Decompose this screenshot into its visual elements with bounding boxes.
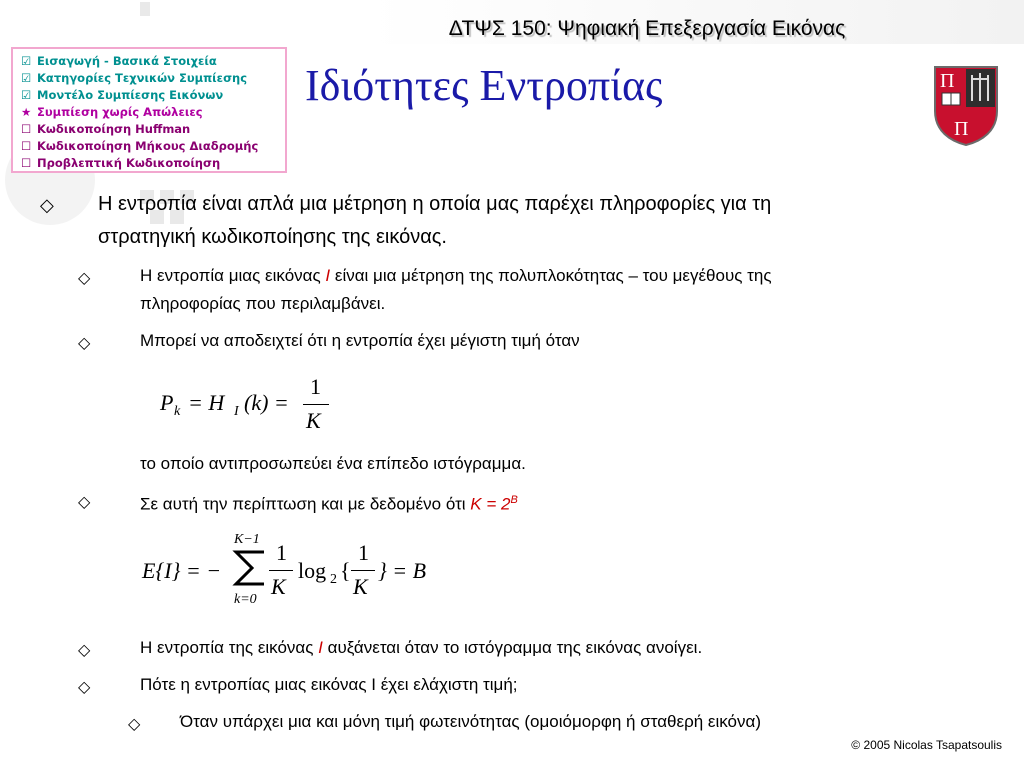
summation-icon [232, 548, 268, 588]
formula-denominator: K [353, 574, 368, 599]
formula-numerator: 1 [358, 540, 369, 565]
slide-title: Ιδιότητες Εντροπίας [305, 61, 663, 110]
bullet-text-line [140, 262, 772, 290]
lecture-outline [11, 47, 287, 173]
outline-item [21, 121, 285, 138]
checked-box-icon: ☑ [21, 71, 32, 85]
variable-I: I [325, 266, 331, 285]
text-run: Η εντροπία της εικόνας [140, 638, 319, 657]
formula-symbol: = H [188, 390, 225, 415]
bullet-text-line [140, 486, 518, 519]
formula-denominator: K [271, 574, 286, 599]
text-run: Η εντροπία μιας εικόνας [140, 266, 326, 285]
formula-max-entropy [160, 372, 340, 438]
formula-brace: { [340, 558, 351, 583]
bullet-text-line: Πότε η εντροπίας μιας εικόνας I έχει ελάχιστη τιμή; [140, 675, 518, 694]
outline-item [21, 70, 285, 87]
empty-box-icon: ☐ [21, 156, 32, 170]
formula-subscript: k [174, 404, 181, 419]
bullet-text-line: πληροφορίας που περιλαμβάνει. [140, 294, 386, 313]
formula-log: log [298, 558, 327, 583]
bullet-icon: ◇ [78, 642, 91, 659]
formula-entropy-sum [142, 532, 442, 612]
footer-copyright: © 2005 Nicolas Tsapatsoulis [851, 738, 1002, 752]
formula-numerator: 1 [276, 540, 287, 565]
empty-box-icon: ☐ [21, 139, 32, 153]
checked-box-icon: ☑ [21, 54, 32, 68]
sum-lower-limit: k=0 [234, 592, 257, 607]
bullet-icon: ◇ [128, 716, 141, 733]
formula-symbol: } = B [378, 558, 427, 583]
bullet-icon: ◇ [78, 270, 91, 287]
logo-letter-bottom: Π [954, 118, 969, 140]
bullet-icon: ◇ [40, 195, 54, 215]
text-run: Σε αυτή την περίπτωση και με δεδομένο ότι [140, 494, 471, 514]
formula-symbol: (k) = [244, 390, 289, 415]
bullet-text-line: Μπορεί να αποδειχτεί ότι η εντροπία έχει μέγιστη τιμή όταν [140, 331, 580, 350]
bullet-text-line: στρατηγική κωδικοποίησης της εικόνας. [98, 226, 447, 248]
variable-K: K = 2 [470, 494, 511, 514]
outline-item [21, 138, 285, 155]
header-bar [150, 0, 1024, 44]
outline-item [21, 53, 285, 70]
outline-item-label: Συμπίεση χωρίς Απώλειες [37, 105, 203, 119]
outline-item-label: Κωδικοποίηση Huffman [37, 122, 191, 136]
outline-item-label: Κωδικοποίηση Μήκους Διαδρομής [37, 139, 259, 153]
outline-item-current [21, 104, 285, 121]
formula-numerator: 1 [310, 374, 321, 399]
bullet-icon: ◇ [78, 335, 91, 352]
fraction-bar [351, 570, 375, 571]
text-run: αυξάνεται όταν το ιστόγραμμα της εικόνας ανοίγει. [322, 638, 703, 657]
outline-item-label: Κατηγορίες Τεχνικών Συμπίεσης [37, 71, 248, 85]
fraction-bar [303, 404, 329, 405]
course-title: ΔΤΨΣ 150: Ψηφιακή Επεξεργασία Εικόνας [448, 17, 846, 40]
university-logo [932, 65, 1000, 147]
outline-item-label: Εισαγωγή - Βασικά Στοιχεία [37, 54, 217, 68]
formula-subscript: 2 [330, 572, 337, 587]
bullet-text-line: Όταν υπάρχει μια και μόνη τιμή φωτεινότητας (ομοιόμορφη ή σταθερή εικόνα) [180, 712, 762, 731]
outline-item-label: Προβλεπτική Κωδικοποίηση [37, 156, 221, 170]
outline-item [21, 87, 285, 104]
bullet-text-line: Η εντροπία είναι απλά μια μέτρηση η οποία μας παρέχει πληροφορίες για τη [98, 193, 772, 215]
star-icon: ★ [21, 105, 32, 119]
text-run: είναι μια μέτρηση της πολυπλοκότητας – του μεγέθους της [330, 266, 772, 285]
formula-denominator: K [306, 408, 321, 433]
logo-letter-top: Π [940, 70, 955, 92]
checked-box-icon: ☑ [21, 88, 32, 102]
empty-box-icon: ☐ [21, 122, 32, 136]
text-line: το οποίο αντιπροσωπεύει ένα επίπεδο ιστόγραμμα. [140, 454, 526, 473]
bullet-text-line [140, 634, 702, 662]
variable-I: I [318, 638, 323, 657]
bullet-icon: ◇ [78, 679, 91, 696]
superscript-B: B [510, 494, 518, 506]
outline-item [21, 155, 285, 172]
outline-item-label: Μοντέλο Συμπίεσης Εικόνων [37, 88, 224, 102]
formula-symbol: E{I} = − [142, 558, 222, 583]
sum-upper-limit: K−1 [234, 532, 260, 547]
bullet-icon: ◇ [78, 494, 91, 511]
fraction-bar [269, 570, 293, 571]
formula-subscript: I [234, 404, 239, 419]
formula-symbol: P [160, 390, 174, 415]
